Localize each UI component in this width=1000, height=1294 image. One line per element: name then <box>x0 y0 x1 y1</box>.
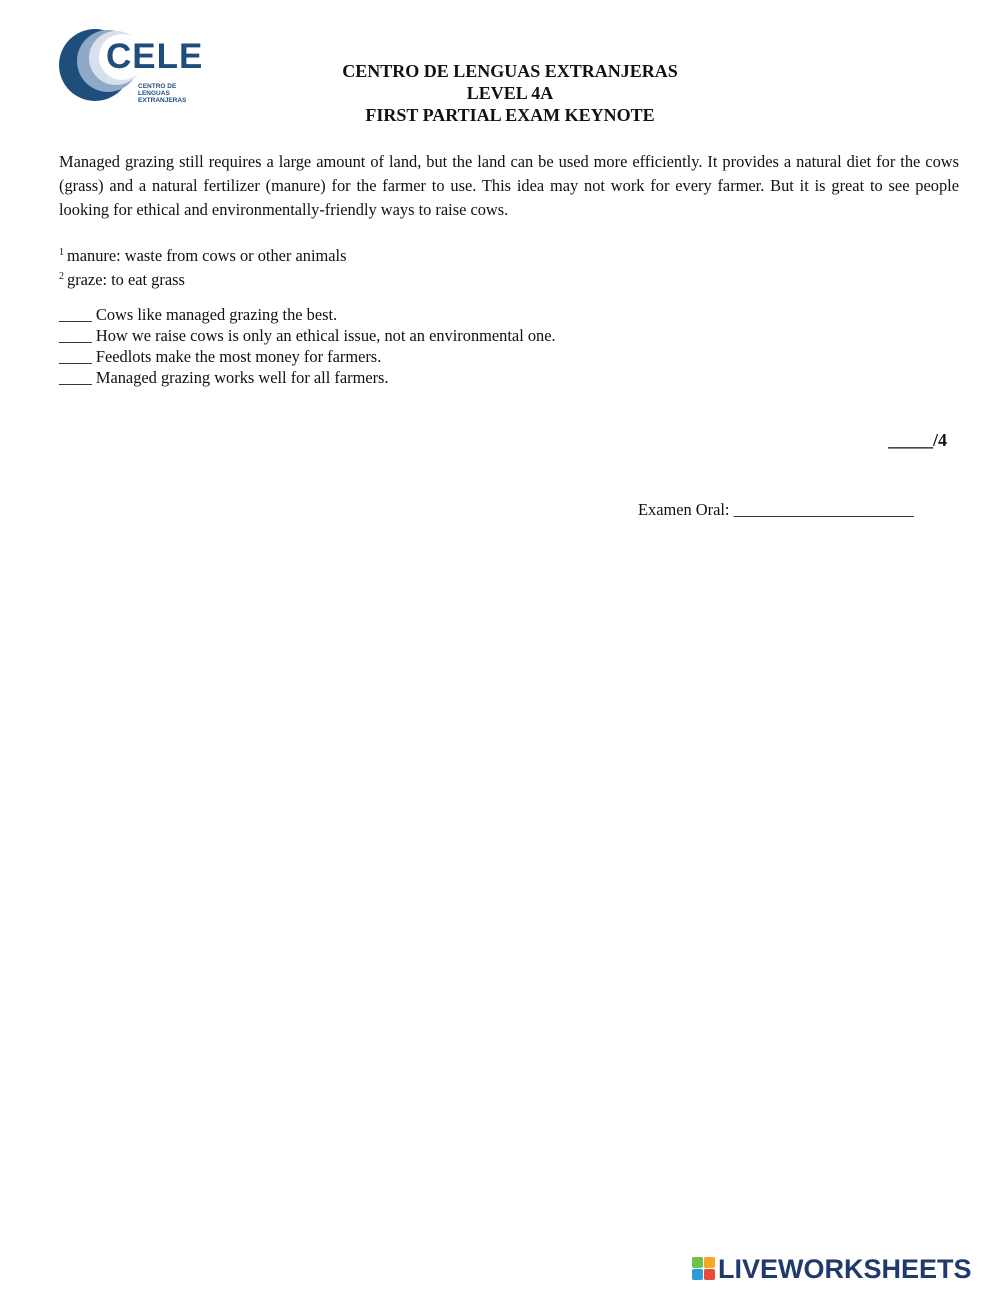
cele-logo <box>58 27 203 103</box>
statement-text: Managed grazing works well for all farmers. <box>95 368 389 387</box>
statement-item <box>59 304 556 325</box>
watermark-text: LIVEWORKSHEETS <box>718 1254 972 1284</box>
footnote-number: 2 <box>59 271 64 282</box>
footnote <box>59 266 346 290</box>
liveworksheets-watermark <box>692 1254 992 1284</box>
page-header <box>210 60 810 126</box>
logo-word: CELE <box>106 37 204 76</box>
liveworksheets-logo-icon <box>692 1257 716 1281</box>
header-line-1: CENTRO DE LENGUAS EXTRANJERAS <box>342 61 678 81</box>
statement-text: Cows like managed grazing the best. <box>95 305 338 324</box>
oral-exam-field: Examen Oral: ______________________ <box>638 500 914 519</box>
answer-blank[interactable]: ____ <box>59 368 92 387</box>
statement-item <box>59 346 556 367</box>
statement-list <box>59 304 556 388</box>
footnote-text: graze: to eat grass <box>67 270 185 289</box>
reading-paragraph: Managed grazing still requires a large amount of land, but the land can be used more efficiently. It provides a natural diet for the cows (grass) and a natural fertilizer (manure) for the farmer to use. This idea may not work for every farmer. But it is great to see people looking for ethical and environmentally-friendly ways to raise cows. <box>59 152 959 219</box>
statement-item <box>59 367 556 388</box>
answer-blank[interactable]: ____ <box>59 326 92 345</box>
statement-item <box>59 325 556 346</box>
statement-text: How we raise cows is only an ethical issue, not an environmental one. <box>95 326 556 345</box>
answer-blank[interactable]: ____ <box>59 305 92 324</box>
score-field: _____/4 <box>887 430 947 450</box>
statement-text: Feedlots make the most money for farmers. <box>95 347 382 366</box>
footnotes <box>59 242 346 290</box>
logo-subtitle-line1: CENTRO DE LENGUAS <box>138 83 177 97</box>
logo-subtitle <box>138 83 208 104</box>
header-line-3: FIRST PARTIAL EXAM KEYNOTE <box>365 105 655 125</box>
header-line-2: LEVEL 4A <box>466 83 554 103</box>
logo-subtitle-line2: EXTRANJERAS <box>138 97 187 104</box>
footnote-text: manure: waste from cows or other animals <box>67 246 347 265</box>
answer-blank[interactable]: ____ <box>59 347 92 366</box>
footnote-number: 1 <box>59 247 64 258</box>
footnote <box>59 242 346 266</box>
